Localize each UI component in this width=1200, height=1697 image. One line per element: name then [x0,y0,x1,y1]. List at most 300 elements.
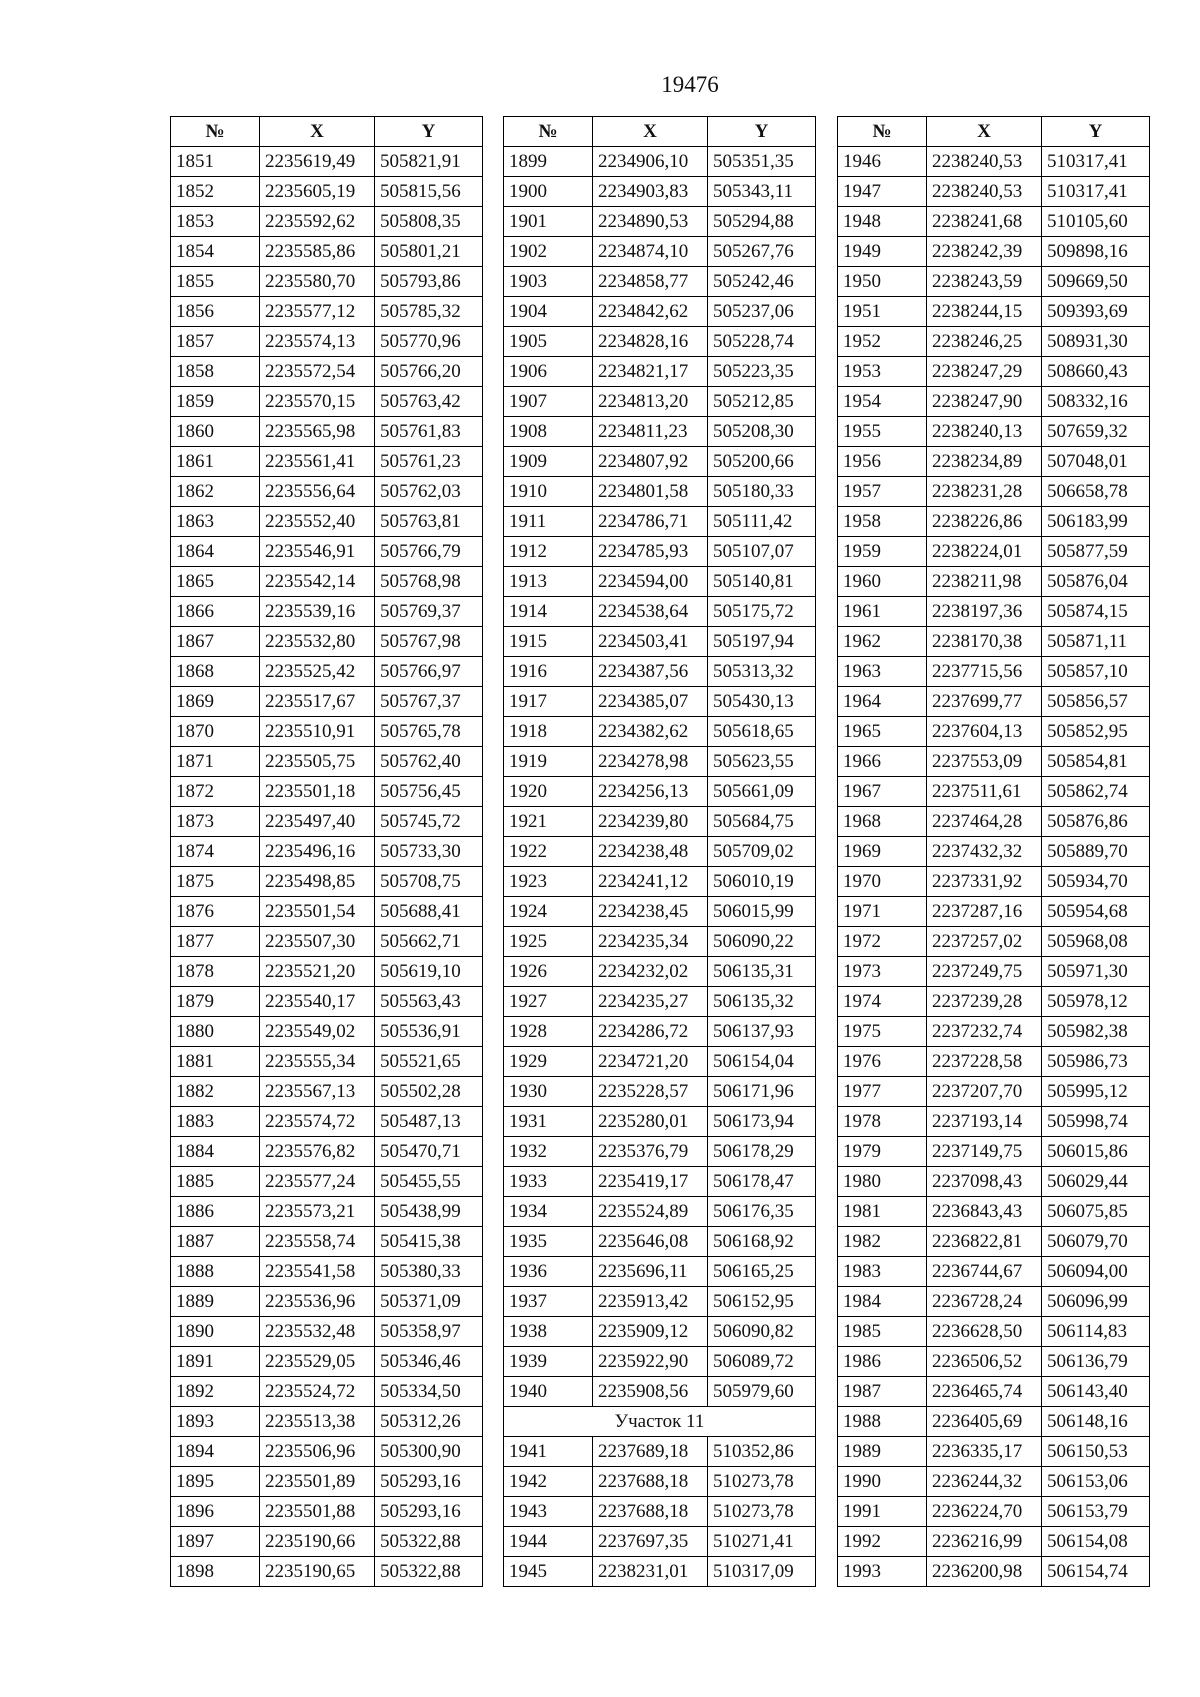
point-number-cell: 1954 [838,387,927,417]
x-coordinate-cell: 2234842,62 [593,297,708,327]
table-row [838,1527,1150,1557]
x-coordinate-cell: 2235565,98 [260,417,375,447]
y-coordinate-cell: 505979,60 [708,1377,816,1407]
x-coordinate-cell: 2235510,91 [260,717,375,747]
y-coordinate-cell: 505793,86 [375,267,483,297]
point-number-cell: 1898 [171,1557,260,1587]
point-number-cell: 1942 [504,1467,593,1497]
header-y: Y [708,117,816,147]
table-row [838,1137,1150,1167]
table-row [171,537,483,567]
table-header-row [504,117,816,147]
point-number-cell: 1852 [171,177,260,207]
point-number-cell: 1925 [504,927,593,957]
x-coordinate-cell: 2236628,50 [927,1317,1042,1347]
point-number-cell: 1992 [838,1527,927,1557]
table-row [171,417,483,447]
point-number-cell: 1888 [171,1257,260,1287]
table-row [838,1047,1150,1077]
point-number-cell: 1905 [504,327,593,357]
point-number-cell: 1858 [171,357,260,387]
table-row [838,1287,1150,1317]
table-row [838,267,1150,297]
table-row [504,717,816,747]
x-coordinate-cell: 2234874,10 [593,237,708,267]
x-coordinate-cell: 2237432,32 [927,837,1042,867]
x-coordinate-cell: 2238242,39 [927,237,1042,267]
point-number-cell: 1948 [838,207,927,237]
y-coordinate-cell: 506096,99 [1042,1287,1150,1317]
point-number-cell: 1853 [171,207,260,237]
y-coordinate-cell: 505322,88 [375,1527,483,1557]
x-coordinate-cell: 2236405,69 [927,1407,1042,1437]
table-row [504,387,816,417]
point-number-cell: 1965 [838,717,927,747]
point-number-cell: 1940 [504,1377,593,1407]
y-coordinate-cell: 505293,16 [375,1467,483,1497]
y-coordinate-cell: 505334,50 [375,1377,483,1407]
y-coordinate-cell: 510271,41 [708,1527,816,1557]
x-coordinate-cell: 2235605,19 [260,177,375,207]
header-x: X [927,117,1042,147]
point-number-cell: 1982 [838,1227,927,1257]
table-row [504,1017,816,1047]
point-number-cell: 1947 [838,177,927,207]
table-row [838,1377,1150,1407]
point-number-cell: 1901 [504,207,593,237]
table-row [171,1347,483,1377]
y-coordinate-cell: 505180,33 [708,477,816,507]
y-coordinate-cell: 505874,15 [1042,597,1150,627]
table-row [504,417,816,447]
x-coordinate-cell: 2238197,36 [927,597,1042,627]
table-row [504,567,816,597]
y-coordinate-cell: 505768,98 [375,567,483,597]
point-number-cell: 1864 [171,537,260,567]
point-number-cell: 1990 [838,1467,927,1497]
x-coordinate-cell: 2237228,58 [927,1047,1042,1077]
point-number-cell: 1987 [838,1377,927,1407]
y-coordinate-cell: 505415,38 [375,1227,483,1257]
point-number-cell: 1918 [504,717,593,747]
header-x: X [593,117,708,147]
x-coordinate-cell: 2235498,85 [260,867,375,897]
y-coordinate-cell: 505107,07 [708,537,816,567]
x-coordinate-cell: 2234238,48 [593,837,708,867]
table-row [504,207,816,237]
y-coordinate-cell: 506094,00 [1042,1257,1150,1287]
x-coordinate-cell: 2235619,49 [260,147,375,177]
y-coordinate-cell: 505208,30 [708,417,816,447]
point-number-cell: 1879 [171,987,260,1017]
point-number-cell: 1873 [171,807,260,837]
point-number-cell: 1957 [838,477,927,507]
table-row [504,297,816,327]
point-number-cell: 1977 [838,1077,927,1107]
table-row [838,1167,1150,1197]
y-coordinate-cell: 506135,32 [708,987,816,1017]
point-number-cell: 1934 [504,1197,593,1227]
y-coordinate-cell: 505766,79 [375,537,483,567]
table-row [504,807,816,837]
y-coordinate-cell: 505563,43 [375,987,483,1017]
x-coordinate-cell: 2236822,81 [927,1227,1042,1257]
x-coordinate-cell: 2234811,23 [593,417,708,447]
point-number-cell: 1859 [171,387,260,417]
x-coordinate-cell: 2238247,90 [927,387,1042,417]
y-coordinate-cell: 505767,37 [375,687,483,717]
y-coordinate-cell: 505618,65 [708,717,816,747]
y-coordinate-cell: 505212,85 [708,387,816,417]
y-coordinate-cell: 505763,81 [375,507,483,537]
y-coordinate-cell: 505934,70 [1042,867,1150,897]
point-number-cell: 1920 [504,777,593,807]
y-coordinate-cell: 510317,41 [1042,147,1150,177]
x-coordinate-cell: 2237511,61 [927,777,1042,807]
x-coordinate-cell: 2237232,74 [927,1017,1042,1047]
y-coordinate-cell: 505815,56 [375,177,483,207]
y-coordinate-cell: 505986,73 [1042,1047,1150,1077]
x-coordinate-cell: 2238226,86 [927,507,1042,537]
point-number-cell: 1851 [171,147,260,177]
y-coordinate-cell: 509669,50 [1042,267,1150,297]
x-coordinate-cell: 2235577,12 [260,297,375,327]
table-row [171,777,483,807]
table-row [171,1527,483,1557]
table-row [171,1077,483,1107]
x-coordinate-cell: 2238241,68 [927,207,1042,237]
table-row [838,927,1150,957]
table-row [504,507,816,537]
y-coordinate-cell: 505430,13 [708,687,816,717]
y-coordinate-cell: 505968,08 [1042,927,1150,957]
y-coordinate-cell: 505762,03 [375,477,483,507]
x-coordinate-cell: 2238244,15 [927,297,1042,327]
table-row [171,807,483,837]
table-row [171,1287,483,1317]
x-coordinate-cell: 2235908,56 [593,1377,708,1407]
table-row [171,267,483,297]
table-row [838,987,1150,1017]
y-coordinate-cell: 505954,68 [1042,897,1150,927]
x-coordinate-cell: 2237715,56 [927,657,1042,687]
x-coordinate-cell: 2234382,62 [593,717,708,747]
y-coordinate-cell: 506165,25 [708,1257,816,1287]
point-number-cell: 1983 [838,1257,927,1287]
x-coordinate-cell: 2238240,13 [927,417,1042,447]
y-coordinate-cell: 505502,28 [375,1077,483,1107]
point-number-cell: 1894 [171,1437,260,1467]
table-row [838,897,1150,927]
table-body [171,147,483,1587]
x-coordinate-cell: 2238246,25 [927,327,1042,357]
x-coordinate-cell: 2237207,70 [927,1077,1042,1107]
y-coordinate-cell: 505267,76 [708,237,816,267]
table-row [504,687,816,717]
point-number-cell: 1989 [838,1437,927,1467]
table-row [838,507,1150,537]
y-coordinate-cell: 505769,37 [375,597,483,627]
table-row [171,927,483,957]
y-coordinate-cell: 505877,59 [1042,537,1150,567]
x-coordinate-cell: 2235497,40 [260,807,375,837]
table-row [504,237,816,267]
y-coordinate-cell: 505821,91 [375,147,483,177]
x-coordinate-cell: 2234232,02 [593,957,708,987]
point-number-cell: 1928 [504,1017,593,1047]
x-coordinate-cell: 2235541,58 [260,1257,375,1287]
point-number-cell: 1960 [838,567,927,597]
x-coordinate-cell: 2234813,20 [593,387,708,417]
point-number-cell: 1854 [171,237,260,267]
x-coordinate-cell: 2235525,42 [260,657,375,687]
y-coordinate-cell: 505140,81 [708,567,816,597]
y-coordinate-cell: 506089,72 [708,1347,816,1377]
x-coordinate-cell: 2235696,11 [593,1257,708,1287]
x-coordinate-cell: 2237697,35 [593,1527,708,1557]
x-coordinate-cell: 2235574,72 [260,1107,375,1137]
point-number-cell: 1908 [504,417,593,447]
point-number-cell: 1903 [504,267,593,297]
y-coordinate-cell: 505761,83 [375,417,483,447]
section-row [504,1407,816,1437]
table-row [838,1197,1150,1227]
x-coordinate-cell: 2234385,07 [593,687,708,717]
table-row [838,1107,1150,1137]
point-number-cell: 1912 [504,537,593,567]
y-coordinate-cell: 505756,45 [375,777,483,807]
y-coordinate-cell: 505763,42 [375,387,483,417]
table-row [171,1197,483,1227]
x-coordinate-cell: 2235496,16 [260,837,375,867]
point-number-cell: 1930 [504,1077,593,1107]
table-row [504,777,816,807]
table-row [171,597,483,627]
table-row [838,627,1150,657]
point-number-cell: 1862 [171,477,260,507]
x-coordinate-cell: 2235922,90 [593,1347,708,1377]
point-number-cell: 1882 [171,1077,260,1107]
table-row [504,1227,816,1257]
x-coordinate-cell: 2236200,98 [927,1557,1042,1587]
x-coordinate-cell: 2234890,53 [593,207,708,237]
point-number-cell: 1865 [171,567,260,597]
point-number-cell: 1893 [171,1407,260,1437]
point-number-cell: 1880 [171,1017,260,1047]
table-row [504,1347,816,1377]
x-coordinate-cell: 2237239,28 [927,987,1042,1017]
x-coordinate-cell: 2237098,43 [927,1167,1042,1197]
point-number-cell: 1936 [504,1257,593,1287]
table-row [504,1077,816,1107]
x-coordinate-cell: 2236335,17 [927,1437,1042,1467]
y-coordinate-cell: 510273,78 [708,1497,816,1527]
table-row [504,147,816,177]
point-number-cell: 1945 [504,1557,593,1587]
header-x: X [260,117,375,147]
y-coordinate-cell: 510317,41 [1042,177,1150,207]
x-coordinate-cell: 2235546,91 [260,537,375,567]
table-row [171,1227,483,1257]
y-coordinate-cell: 505708,75 [375,867,483,897]
x-coordinate-cell: 2235577,24 [260,1167,375,1197]
point-number-cell: 1866 [171,597,260,627]
point-number-cell: 1926 [504,957,593,987]
table-row [171,1497,483,1527]
point-number-cell: 1943 [504,1497,593,1527]
y-coordinate-cell: 509393,69 [1042,297,1150,327]
table-row [838,867,1150,897]
y-coordinate-cell: 505709,02 [708,837,816,867]
y-coordinate-cell: 505971,30 [1042,957,1150,987]
x-coordinate-cell: 2238247,29 [927,357,1042,387]
x-coordinate-cell: 2238231,01 [593,1557,708,1587]
table-row [838,1077,1150,1107]
point-number-cell: 1946 [838,147,927,177]
table-row [504,927,816,957]
table-row [838,807,1150,837]
y-coordinate-cell: 505998,74 [1042,1107,1150,1137]
table-row [171,387,483,417]
x-coordinate-cell: 2235190,66 [260,1527,375,1557]
x-coordinate-cell: 2235540,17 [260,987,375,1017]
y-coordinate-cell: 505346,46 [375,1347,483,1377]
table-row [504,987,816,1017]
table-row [171,1257,483,1287]
x-coordinate-cell: 2237699,77 [927,687,1042,717]
point-number-cell: 1971 [838,897,927,927]
y-coordinate-cell: 510352,86 [708,1437,816,1467]
table-row [171,1017,483,1047]
table-row [171,297,483,327]
x-coordinate-cell: 2236224,70 [927,1497,1042,1527]
point-number-cell: 1885 [171,1167,260,1197]
y-coordinate-cell: 505300,90 [375,1437,483,1467]
x-coordinate-cell: 2235561,41 [260,447,375,477]
table-row [504,627,816,657]
y-coordinate-cell: 506090,22 [708,927,816,957]
x-coordinate-cell: 2235501,88 [260,1497,375,1527]
point-number-cell: 1899 [504,147,593,177]
point-number-cell: 1973 [838,957,927,987]
x-coordinate-cell: 2235529,05 [260,1347,375,1377]
point-number-cell: 1863 [171,507,260,537]
point-number-cell: 1951 [838,297,927,327]
x-coordinate-cell: 2235558,74 [260,1227,375,1257]
point-number-cell: 1916 [504,657,593,687]
table-row [171,747,483,777]
y-coordinate-cell: 505228,74 [708,327,816,357]
x-coordinate-cell: 2235574,13 [260,327,375,357]
point-number-cell: 1933 [504,1167,593,1197]
x-coordinate-cell: 2234721,20 [593,1047,708,1077]
x-coordinate-cell: 2234801,58 [593,477,708,507]
x-coordinate-cell: 2234235,34 [593,927,708,957]
point-number-cell: 1890 [171,1317,260,1347]
x-coordinate-cell: 2234785,93 [593,537,708,567]
x-coordinate-cell: 2234256,13 [593,777,708,807]
table-row [171,177,483,207]
x-coordinate-cell: 2235521,20 [260,957,375,987]
point-number-cell: 1969 [838,837,927,867]
point-number-cell: 1956 [838,447,927,477]
point-number-cell: 1980 [838,1167,927,1197]
point-number-cell: 1966 [838,747,927,777]
table-row [504,447,816,477]
point-number-cell: 1856 [171,297,260,327]
point-number-cell: 1895 [171,1467,260,1497]
y-coordinate-cell: 505293,16 [375,1497,483,1527]
point-number-cell: 1887 [171,1227,260,1257]
y-coordinate-cell: 505854,81 [1042,747,1150,777]
x-coordinate-cell: 2238240,53 [927,177,1042,207]
table-row [171,1137,483,1167]
coordinates-table-1 [170,116,483,1587]
y-coordinate-cell: 505358,97 [375,1317,483,1347]
point-number-cell: 1881 [171,1047,260,1077]
point-number-cell: 1975 [838,1017,927,1047]
x-coordinate-cell: 2235419,17 [593,1167,708,1197]
x-coordinate-cell: 2234821,17 [593,357,708,387]
y-coordinate-cell: 505351,35 [708,147,816,177]
table-row [838,1467,1150,1497]
point-number-cell: 1867 [171,627,260,657]
point-number-cell: 1871 [171,747,260,777]
point-number-cell: 1953 [838,357,927,387]
table-row [504,957,816,987]
x-coordinate-cell: 2237193,14 [927,1107,1042,1137]
y-coordinate-cell: 505995,12 [1042,1077,1150,1107]
y-coordinate-cell: 510317,09 [708,1557,816,1587]
table-row [838,297,1150,327]
x-coordinate-cell: 2235570,15 [260,387,375,417]
y-coordinate-cell: 505862,74 [1042,777,1150,807]
y-coordinate-cell: 506150,53 [1042,1437,1150,1467]
y-coordinate-cell: 505536,91 [375,1017,483,1047]
table-row [504,267,816,297]
y-coordinate-cell: 505978,12 [1042,987,1150,1017]
table-row [504,1497,816,1527]
table-row [838,597,1150,627]
y-coordinate-cell: 505111,42 [708,507,816,537]
point-number-cell: 1955 [838,417,927,447]
x-coordinate-cell: 2237249,75 [927,957,1042,987]
header-number: № [838,117,927,147]
y-coordinate-cell: 510273,78 [708,1467,816,1497]
point-number-cell: 1896 [171,1497,260,1527]
point-number-cell: 1937 [504,1287,593,1317]
point-number-cell: 1972 [838,927,927,957]
point-number-cell: 1906 [504,357,593,387]
x-coordinate-cell: 2236244,32 [927,1467,1042,1497]
point-number-cell: 1870 [171,717,260,747]
x-coordinate-cell: 2235556,64 [260,477,375,507]
x-coordinate-cell: 2238234,89 [927,447,1042,477]
x-coordinate-cell: 2236465,74 [927,1377,1042,1407]
table-row [171,567,483,597]
x-coordinate-cell: 2235536,96 [260,1287,375,1317]
point-number-cell: 1927 [504,987,593,1017]
x-coordinate-cell: 2238240,53 [927,147,1042,177]
table-row [171,1377,483,1407]
x-coordinate-cell: 2237688,18 [593,1467,708,1497]
y-coordinate-cell: 506154,74 [1042,1557,1150,1587]
y-coordinate-cell: 505688,41 [375,897,483,927]
table-row [171,1107,483,1137]
table-row [504,327,816,357]
x-coordinate-cell: 2235585,86 [260,237,375,267]
table-row [504,1527,816,1557]
